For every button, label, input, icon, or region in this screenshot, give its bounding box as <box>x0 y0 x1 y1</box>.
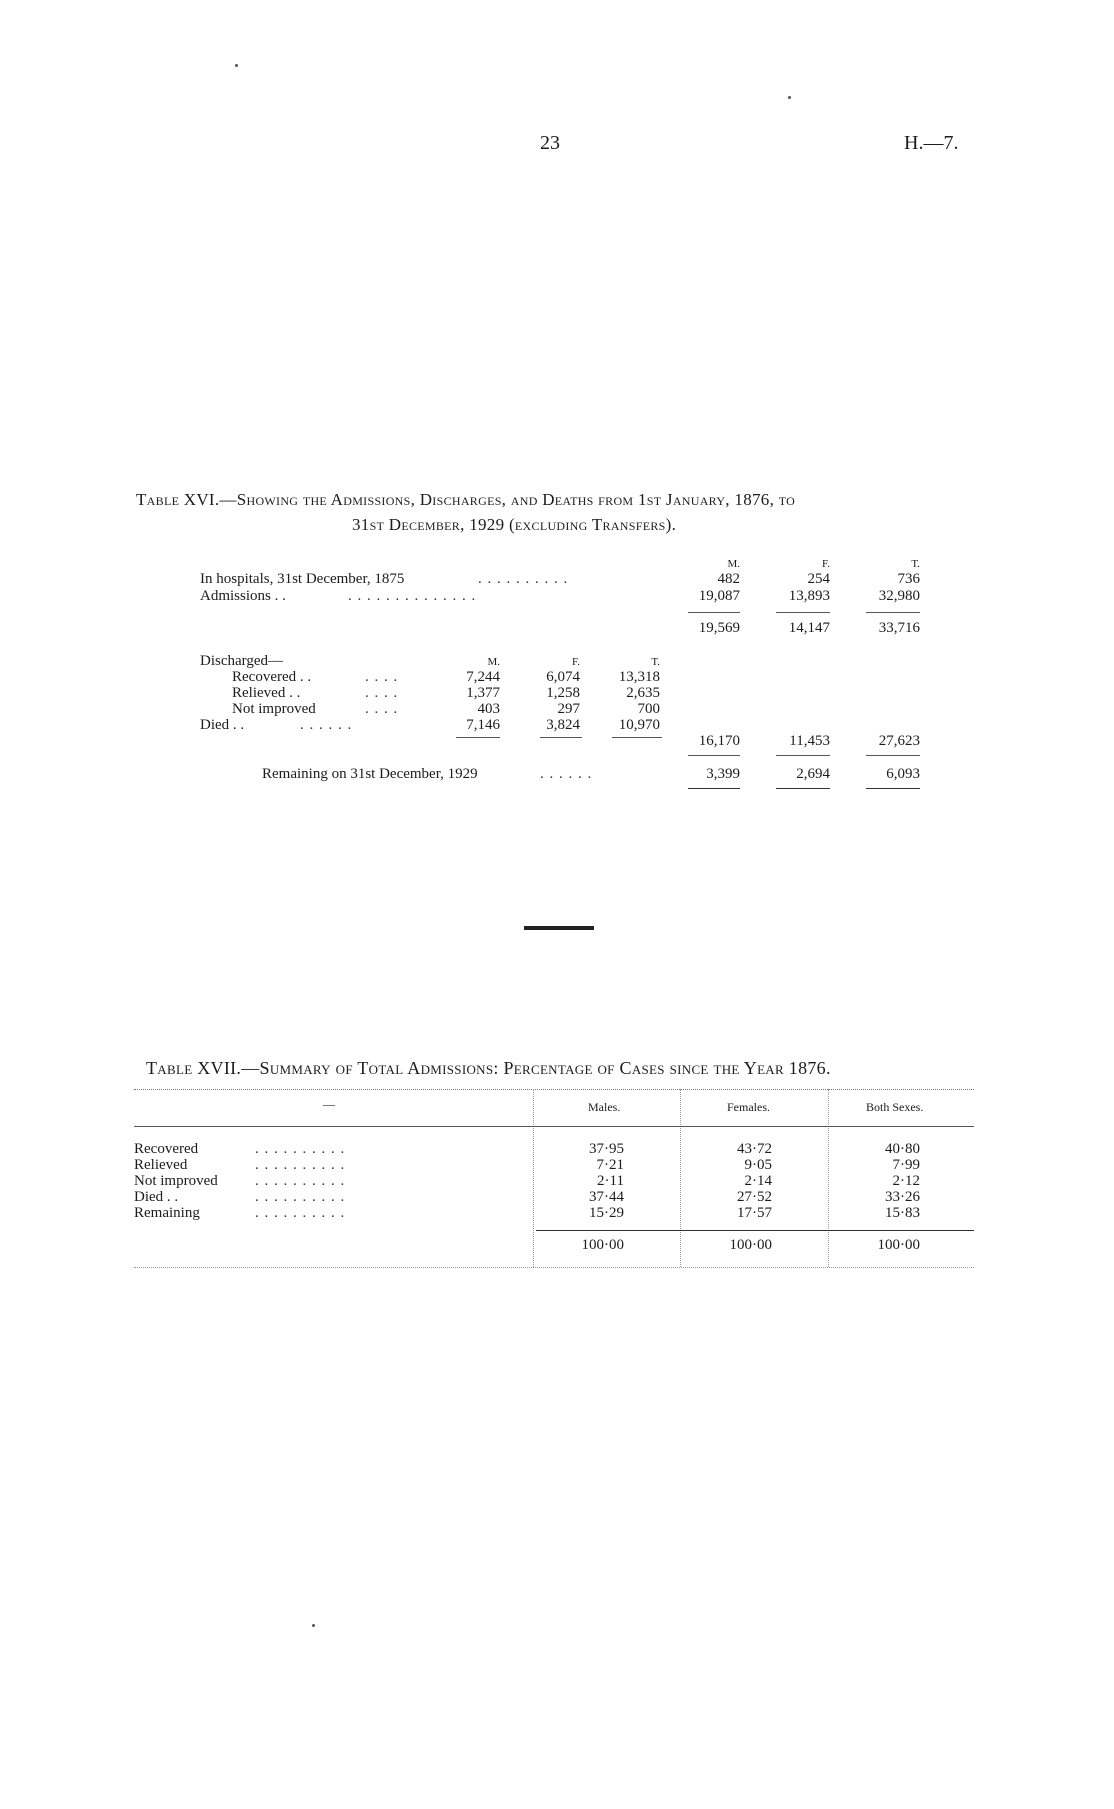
leader-dots: . . . . . . . . . . <box>478 571 569 587</box>
table16-row-f: 13,893 <box>788 588 830 604</box>
table16-discharge-total-t: 27,623 <box>878 733 920 749</box>
table17-total-males: 100·00 <box>581 1237 624 1253</box>
rule <box>866 612 920 613</box>
table17-row-males: 2·11 <box>597 1173 624 1189</box>
table17-bottom-rule <box>134 1267 974 1268</box>
table16-died-f: 3,824 <box>546 717 580 733</box>
table17-total-both: 100·00 <box>877 1237 920 1253</box>
table17-row-males: 37·95 <box>589 1141 624 1157</box>
table16-died-label: Died . . <box>200 717 245 733</box>
table16-discharged-t: 13,318 <box>618 669 660 685</box>
scan-speck <box>788 96 791 99</box>
table17-row-males: 15·29 <box>589 1205 624 1221</box>
rule <box>456 737 500 738</box>
table17-row-label: Not improved <box>134 1173 218 1189</box>
table17-row-males: 7·21 <box>596 1157 624 1173</box>
table17-col-separator <box>828 1089 829 1267</box>
table16-inner-f-header: F. <box>572 656 580 668</box>
table16-row-m: 482 <box>717 571 740 587</box>
leader-dots: . . . . . . . . . . <box>255 1189 346 1205</box>
table16-subtotal-f: 14,147 <box>788 620 830 636</box>
table16-discharged-f: 6,074 <box>546 669 580 685</box>
leader-dots: . . . . . . <box>300 717 353 733</box>
table17-row-females: 27·52 <box>737 1189 772 1205</box>
table17-row-both: 33·26 <box>885 1189 920 1205</box>
table17-total-rule <box>536 1230 974 1231</box>
table16-discharged-t: 700 <box>637 701 660 717</box>
scan-speck <box>235 64 238 67</box>
table17-header-rule <box>134 1126 974 1127</box>
table16-discharged-label: Relieved . . <box>232 685 301 701</box>
table16-title-line2: 31st December, 1929 (excluding Transfers). <box>352 515 677 534</box>
leader-dots: . . . . <box>365 685 399 701</box>
table17-title: Table XVII.—Summary of Total Admissions: Percentage of Cases since the Year 1876. <box>146 1058 831 1078</box>
leader-dots: . . . . . . . . . . <box>255 1205 346 1221</box>
table16-remaining-f: 2,694 <box>796 766 830 782</box>
table17-row-label: Relieved <box>134 1157 188 1173</box>
table17-row-females: 17·57 <box>737 1205 772 1221</box>
table16-discharged-m: 7,244 <box>466 669 500 685</box>
table16-discharged-t: 2,635 <box>626 685 660 701</box>
table16-discharge-total-f: 11,453 <box>789 733 830 749</box>
rule <box>612 737 662 738</box>
table16-title-line1: Table XVI.—Showing the Admissions, Discharges, and Deaths from 1st January, 1876, to <box>136 490 796 509</box>
table17-row-females: 43·72 <box>737 1141 772 1157</box>
table16-inner-t-header: T. <box>651 656 660 668</box>
table17-col-header-both: Both Sexes. <box>866 1100 924 1114</box>
table16-row-label: Admissions . . <box>200 588 286 604</box>
table17-row-label: Remaining <box>134 1205 200 1221</box>
leader-dots: . . . . . . . . . . <box>255 1157 346 1173</box>
scan-speck <box>312 1624 315 1627</box>
table17-top-rule <box>134 1089 974 1090</box>
rule <box>866 755 920 756</box>
table17-row-label: Recovered <box>134 1141 199 1157</box>
table16-remaining-label: Remaining on 31st December, 1929 <box>262 766 478 782</box>
table16-subtotal-m: 19,569 <box>698 620 740 636</box>
rule <box>776 788 830 789</box>
table16-col-f-header: F. <box>822 558 830 570</box>
table16-discharged-m: 403 <box>477 701 500 717</box>
table16-discharged-label: Recovered . . <box>232 669 312 685</box>
rule <box>776 755 830 756</box>
table17-row-both: 2·12 <box>892 1173 920 1189</box>
table17-row-both: 7·99 <box>892 1157 920 1173</box>
rule <box>688 788 740 789</box>
rule <box>688 612 740 613</box>
table17-row-both: 15·83 <box>885 1205 920 1221</box>
table17-col-header-males: Males. <box>588 1100 621 1114</box>
table16-row-t: 32,980 <box>878 588 920 604</box>
leader-dots: . . . . <box>365 701 399 717</box>
table16-row-t: 736 <box>897 571 920 587</box>
table16-col-t-header: T. <box>911 558 920 570</box>
table16-row-label: In hospitals, 31st December, 1875 <box>200 571 405 587</box>
table16-died-m: 7,146 <box>466 717 500 733</box>
table17-row-label: Died . . <box>134 1189 179 1205</box>
table16-discharged-heading: Discharged— <box>200 653 284 669</box>
table17-row-females: 9·05 <box>744 1157 772 1173</box>
table16-discharged-f: 297 <box>557 701 580 717</box>
table16-row-m: 19,087 <box>698 588 740 604</box>
table17-row-males: 37·44 <box>589 1189 624 1205</box>
rule <box>866 788 920 789</box>
table16-remaining-t: 6,093 <box>886 766 920 782</box>
table16-discharged-m: 1,377 <box>466 685 500 701</box>
table16-discharge-total-m: 16,170 <box>698 733 740 749</box>
table16-remaining-m: 3,399 <box>706 766 740 782</box>
table17-row-both: 40·80 <box>885 1141 920 1157</box>
table17-col-separator <box>680 1089 681 1267</box>
table17-col-header-females: Females. <box>727 1100 770 1114</box>
table16-died-t: 10,970 <box>618 717 660 733</box>
rule <box>776 612 830 613</box>
table17-row-females: 2·14 <box>744 1173 772 1189</box>
document-reference: H.—7. <box>904 132 959 154</box>
table16-discharged-label: Not improved <box>232 701 316 717</box>
rule <box>688 755 740 756</box>
table16-subtotal-t: 33,716 <box>878 620 920 636</box>
leader-dots: . . . . . . . . . . <box>255 1141 346 1157</box>
table16-col-m-header: M. <box>727 558 740 570</box>
table16-row-f: 254 <box>807 571 830 587</box>
section-divider <box>524 926 594 930</box>
leader-dots: . . . . . . <box>540 766 593 782</box>
rule <box>540 737 582 738</box>
table17-col-separator <box>533 1089 534 1267</box>
table17-stub-header: — <box>323 1097 335 1111</box>
page-number: 23 <box>540 132 560 154</box>
leader-dots: . . . . <box>365 669 399 685</box>
table16-inner-m-header: M. <box>487 656 500 668</box>
leader-dots: . . . . . . . . . . <box>255 1173 346 1189</box>
table16-discharged-f: 1,258 <box>546 685 580 701</box>
leader-dots: . . . . . . . . . . . . . . <box>348 588 477 604</box>
table17-total-females: 100·00 <box>729 1237 772 1253</box>
